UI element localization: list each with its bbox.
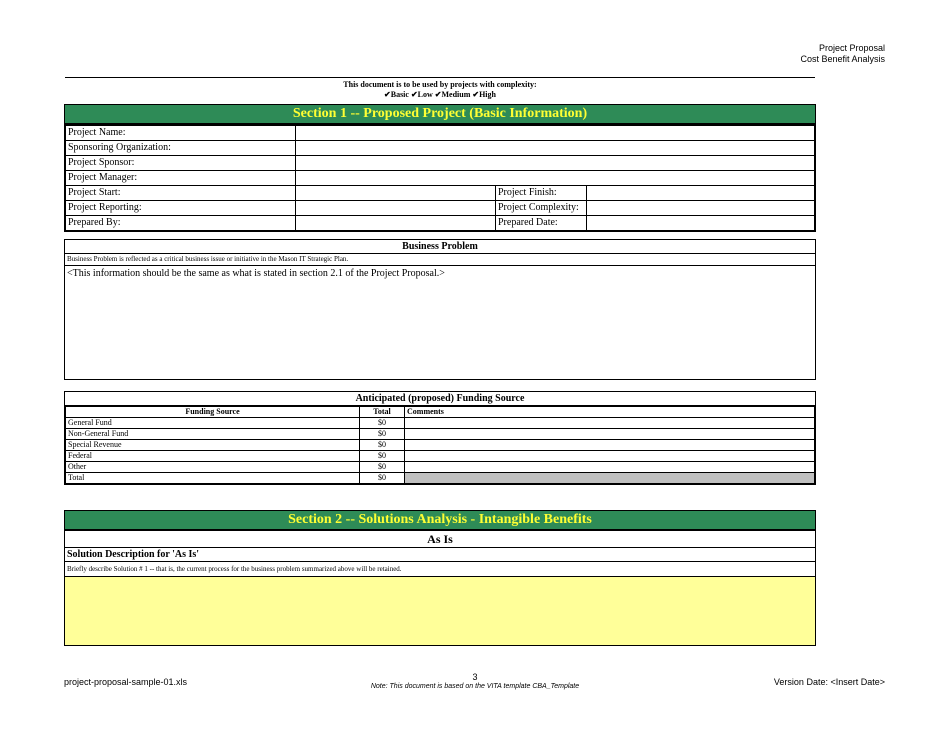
funding-source-cell: General Fund: [66, 418, 360, 429]
project-complexity-field[interactable]: [587, 201, 815, 216]
as-is-subtitle: As Is: [65, 531, 815, 548]
business-problem-title: Business Problem: [65, 240, 815, 254]
header-divider: [65, 77, 815, 78]
project-sponsor-label: Project Sponsor:: [66, 156, 296, 171]
funding-comment-cell[interactable]: [405, 440, 815, 451]
funding-total-cell: $0: [360, 429, 405, 440]
project-reporting-label: Project Reporting:: [66, 201, 296, 216]
funding-source-cell: Special Revenue: [66, 440, 360, 451]
prepared-by-label: Prepared By:: [66, 216, 296, 231]
project-complexity-label: Project Complexity:: [496, 201, 587, 216]
table-row: [66, 171, 815, 186]
table-row: [66, 440, 815, 451]
funding-comment-cell[interactable]: [405, 429, 815, 440]
project-name-field[interactable]: [296, 126, 815, 141]
project-sponsor-field[interactable]: [296, 156, 815, 171]
project-finish-label: Project Finish:: [496, 186, 587, 201]
complexity-intro: This document is to be used by projects with complexity:: [343, 80, 537, 89]
business-problem-block: [64, 239, 816, 380]
funding-total-header: Total: [360, 407, 405, 418]
section2-title: Section 2 -- Solutions Analysis - Intangible Benefits: [65, 511, 815, 531]
solution-description-input[interactable]: [65, 577, 815, 645]
funding-comments-header: Comments: [405, 407, 815, 418]
table-row: [66, 186, 815, 201]
header-line-2: Cost Benefit Analysis: [800, 54, 885, 64]
page-header: [800, 43, 885, 65]
complexity-note: [65, 80, 815, 100]
table-row: [66, 126, 815, 141]
funding-total-cell: $0: [360, 462, 405, 473]
section2-block: [64, 510, 816, 646]
section1-block: [64, 104, 816, 232]
project-start-field[interactable]: [296, 186, 496, 201]
funding-source-cell: Other: [66, 462, 360, 473]
header-line-1: Project Proposal: [818, 43, 885, 53]
business-problem-note: Business Problem is reflected as a critical business issue or initiative in the Mason IT Strategic Plan.: [65, 254, 815, 266]
funding-total-cell: $0: [360, 418, 405, 429]
basic-info-table: [65, 125, 815, 231]
prepared-by-field[interactable]: [296, 216, 496, 231]
footer-note: Note: This document is based on the VITA template CBA_Template: [370, 683, 580, 690]
sponsoring-org-field[interactable]: [296, 141, 815, 156]
project-start-label: Project Start:: [66, 186, 296, 201]
footer-filename: project-proposal-sample-01.xls: [64, 677, 188, 687]
section1-title: Section 1 -- Proposed Project (Basic Information): [65, 105, 815, 125]
table-row: [66, 418, 815, 429]
table-row: [66, 462, 815, 473]
project-manager-field[interactable]: [296, 171, 815, 186]
funding-total-label: Total: [66, 473, 360, 484]
funding-grand-total: $0: [360, 473, 405, 484]
sponsoring-org-label: Sponsoring Organization:: [66, 141, 296, 156]
table-row: [66, 473, 815, 484]
table-header-row: [66, 407, 815, 418]
table-row: [66, 156, 815, 171]
project-reporting-field[interactable]: [296, 201, 496, 216]
table-row: [66, 451, 815, 462]
table-row: [66, 429, 815, 440]
funding-title: Anticipated (proposed) Funding Source: [65, 392, 815, 406]
prepared-date-field[interactable]: [587, 216, 815, 231]
funding-source-cell: Non-General Fund: [66, 429, 360, 440]
funding-source-cell: Federal: [66, 451, 360, 462]
funding-table: [65, 406, 815, 484]
prepared-date-label: Prepared Date:: [496, 216, 587, 231]
project-manager-label: Project Manager:: [66, 171, 296, 186]
page-number: 3: [472, 672, 478, 682]
table-row: [66, 201, 815, 216]
project-name-label: Project Name:: [66, 126, 296, 141]
funding-total-comment-cell: [405, 473, 815, 484]
table-row: [66, 141, 815, 156]
solution-description-label: Solution Description for 'As Is': [65, 548, 815, 562]
funding-total-cell: $0: [360, 440, 405, 451]
funding-comment-cell[interactable]: [405, 451, 815, 462]
funding-comment-cell[interactable]: [405, 418, 815, 429]
complexity-options: ✔Basic ✔Low ✔Medium ✔High: [384, 90, 496, 99]
footer-version: Version Date: <Insert Date>: [773, 677, 885, 687]
table-row: [66, 216, 815, 231]
funding-total-cell: $0: [360, 451, 405, 462]
funding-source-header: Funding Source: [66, 407, 360, 418]
solution-brief: Briefly describe Solution # 1 -- that is, the current process for the business problem summarized above will be retained.: [65, 562, 815, 577]
project-finish-field[interactable]: [587, 186, 815, 201]
business-problem-body[interactable]: <This information should be the same as what is stated in section 2.1 of the Project Proposal.>: [67, 268, 445, 279]
funding-block: [64, 391, 816, 485]
funding-comment-cell[interactable]: [405, 462, 815, 473]
